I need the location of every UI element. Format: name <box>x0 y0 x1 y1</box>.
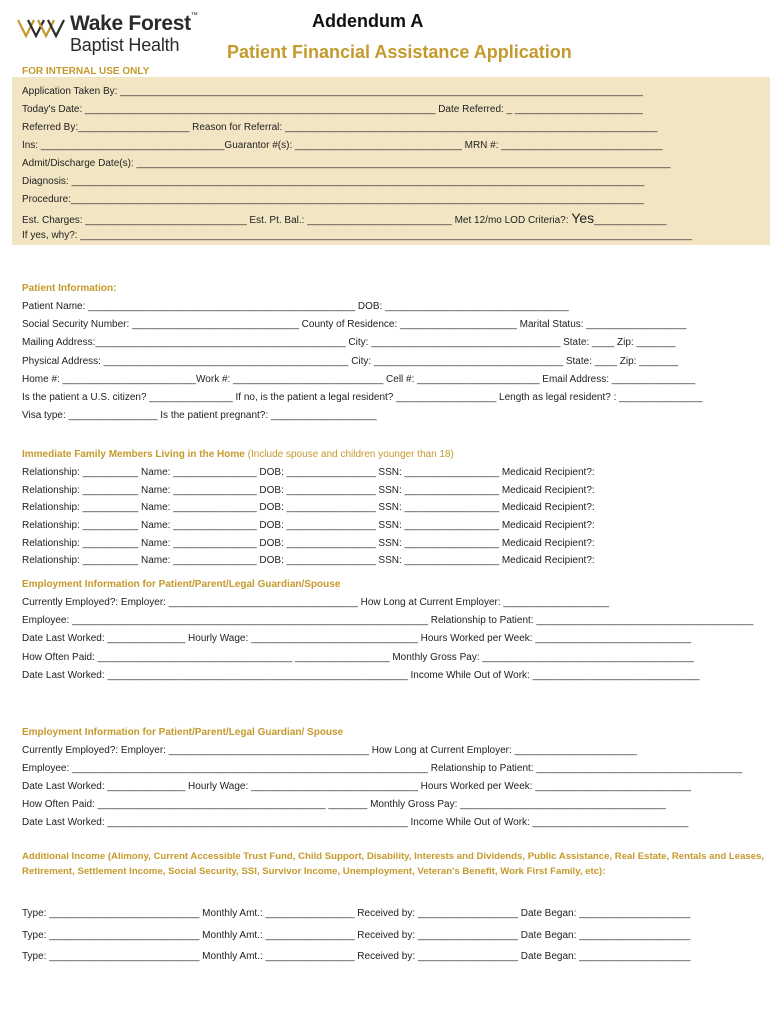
family-row[interactable]: Relationship: __________ Name: _______________ DOB: ________________ SSN: _________________ Medicaid Recipient?: <box>22 538 595 549</box>
field-employment-2-wage[interactable]: Date Last Worked: ______________ Hourly Wage: ______________________________ Hours Worked per Week: ____________________________ <box>22 781 692 792</box>
field-insurance[interactable]: Ins: _________________________________Guarantor #(s): ______________________________ MRN #: _____________________________ <box>22 140 663 151</box>
field-physical-address[interactable]: Physical Address: ____________________________________________ City: __________________________________ State: ____ Zip: _______ <box>22 356 679 367</box>
family-row[interactable]: Relationship: __________ Name: _______________ DOB: ________________ SSN: _________________ Medicaid Recipient?: <box>22 467 595 478</box>
field-employment-1-employee[interactable]: Employee: ________________________________________________________________ Relationship to Patient: _______________________________________ <box>22 615 754 626</box>
additional-income-row[interactable]: Type: ___________________________ Monthly Amt.: ________________ Received by: __________________ Date Began: ____________________ <box>22 951 691 962</box>
additional-income-heading-line2: Retirement, Settlement Income, Social Security, SSI, Survivor Income, Unemployment, Veteran's Benefit, Work First Family, etc): <box>22 866 606 877</box>
field-phone-email[interactable]: Home #: ________________________Work #: ___________________________ Cell #: ______________________ Email Address: _______________ <box>22 374 696 385</box>
employment-2-heading: Employment Information for Patient/Parent/Legal Guardian/ Spouse <box>22 727 344 738</box>
field-ssn-county-marital[interactable]: Social Security Number: ______________________________ County of Residence: _____________________ Marital Status: __________________ <box>22 319 687 330</box>
family-row[interactable]: Relationship: __________ Name: _______________ DOB: ________________ SSN: _________________ Medicaid Recipient?: <box>22 555 595 566</box>
field-diagnosis[interactable]: Diagnosis: _______________________________________________________________________________________________________ <box>22 176 645 187</box>
field-employment-1-pay[interactable]: How Often Paid: ___________________________________ _________________ Monthly Gross Pay: ______________________________________ <box>22 652 694 663</box>
field-patient-name[interactable]: Patient Name: ________________________________________________ DOB: _________________________________ <box>22 301 569 312</box>
field-todays-date[interactable]: Today's Date: _______________________________________________________________ Date Referred: _ _______________________ <box>22 104 643 115</box>
field-citizenship[interactable]: Is the patient a U.S. citizen? _______________ If no, is the patient a legal resident? __________________ Length as legal resident? : _______________ <box>22 392 703 403</box>
field-employment-2-employer[interactable]: Currently Employed?: Employer: ____________________________________ How Long at Current Employer: ______________________ <box>22 745 637 756</box>
page-title: Addendum A <box>312 11 424 31</box>
wake-forest-logo-mark-icon <box>16 16 66 40</box>
field-application-taken-by[interactable]: Application Taken By: ______________________________________________________________________________________________ <box>22 86 643 97</box>
field-employment-1-income-out[interactable]: Date Last Worked: ______________________________________________________ Income While Out of Work: ______________________________ <box>22 670 700 681</box>
met-criteria-value: Yes <box>571 210 595 226</box>
field-if-yes-why[interactable]: If yes, why?: ______________________________________________________________________________________________________________ <box>22 230 693 241</box>
logo-text-line1: Wake Forest™ <box>70 12 198 35</box>
field-referred-by[interactable]: Referred By:____________________ Reason for Referral: ___________________________________________________________________ <box>22 122 658 133</box>
field-admit-discharge-dates[interactable]: Admit/Discharge Date(s): ________________________________________________________________________________________________ <box>22 158 671 169</box>
field-employment-2-income-out[interactable]: Date Last Worked: ______________________________________________________ Income While Out of Work: ____________________________ <box>22 817 689 828</box>
employment-1-heading: Employment Information for Patient/Parent/Legal Guardian/Spouse <box>22 579 341 590</box>
field-procedure[interactable]: Procedure:_______________________________________________________________________________________________________ <box>22 194 644 205</box>
field-visa-pregnant[interactable]: Visa type: ________________ Is the patient pregnant?: ___________________ <box>22 410 377 421</box>
family-row[interactable]: Relationship: __________ Name: _______________ DOB: ________________ SSN: _________________ Medicaid Recipient?: <box>22 520 595 531</box>
logo <box>16 12 216 58</box>
field-employment-1-wage[interactable]: Date Last Worked: ______________ Hourly Wage: ______________________________ Hours Worked per Week: ____________________________ <box>22 633 692 644</box>
field-employment-2-employee[interactable]: Employee: ________________________________________________________________ Relationship to Patient: _____________________________________ <box>22 763 743 774</box>
page-subtitle: Patient Financial Assistance Application <box>227 42 572 62</box>
field-mailing-address[interactable]: Mailing Address:_____________________________________________ City: __________________________________ State: ____ Zip: _______ <box>22 337 676 348</box>
patient-info-heading: Patient Information: <box>22 283 117 294</box>
additional-income-heading-line1: Additional Income (Alimony, Current Accessible Trust Fund, Child Support, Disability, Interests and Dividends, Public Assistance, Real Estate, Rentals and Leases, <box>22 851 765 862</box>
family-row[interactable]: Relationship: __________ Name: _______________ DOB: ________________ SSN: _________________ Medicaid Recipient?: <box>22 502 595 513</box>
family-row[interactable]: Relationship: __________ Name: _______________ DOB: ________________ SSN: _________________ Medicaid Recipient?: <box>22 485 595 496</box>
field-employment-2-pay[interactable]: How Often Paid: _________________________________________ _______ Monthly Gross Pay: _____________________________________ <box>22 799 666 810</box>
logo-text-line2: Baptist Health <box>70 35 180 55</box>
additional-income-row[interactable]: Type: ___________________________ Monthly Amt.: ________________ Received by: __________________ Date Began: ____________________ <box>22 908 691 919</box>
internal-use-heading: FOR INTERNAL USE ONLY <box>22 66 150 77</box>
field-est-charges[interactable]: Est. Charges: _____________________________ Est. Pt. Bal.: __________________________ Met 12/mo LOD Criteria?: Yes_____________ <box>22 210 667 226</box>
field-employment-1-employer[interactable]: Currently Employed?: Employer: __________________________________ How Long at Current Employer: ___________________ <box>22 597 610 608</box>
additional-income-row[interactable]: Type: ___________________________ Monthly Amt.: ________________ Received by: __________________ Date Began: ____________________ <box>22 930 691 941</box>
family-members-heading: Immediate Family Members Living in the Home (Include spouse and children younger than 18) <box>22 449 454 460</box>
